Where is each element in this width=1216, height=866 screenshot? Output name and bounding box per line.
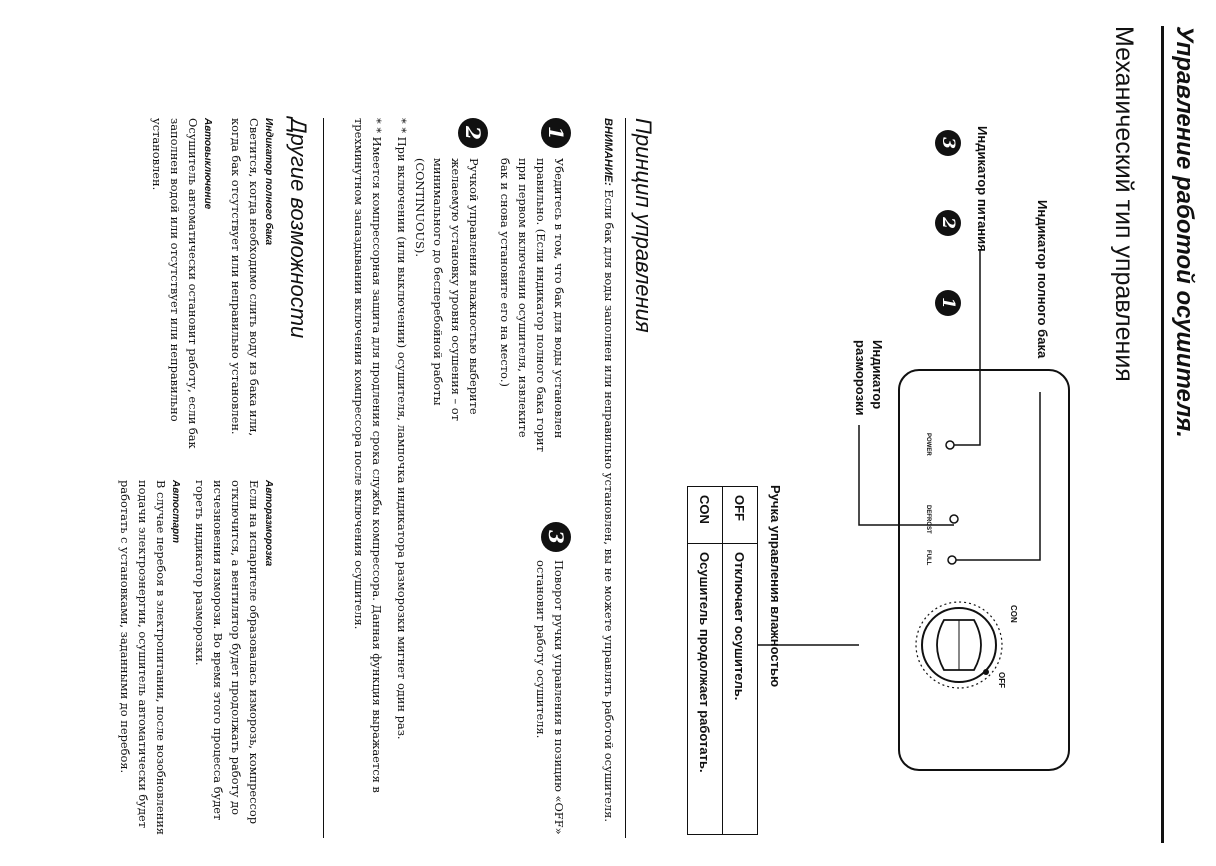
leader-power xyxy=(954,250,980,445)
knob-mode-table xyxy=(687,486,758,835)
knob-con-label: CON xyxy=(1009,605,1018,623)
note-defrost-blink: * * При включении (или выключении) осушителя, лампочка индикатора разморозки мигнет один раз. xyxy=(395,118,409,740)
operation-warning xyxy=(599,118,618,838)
note-compressor-protection: * * Имеется компрессорная защита для продления срока службы компрессора. Данная функция выражается в трехминутном запаздывании включения компрессора после включения осушителя. xyxy=(352,118,384,793)
leader-full-tank xyxy=(956,392,1040,560)
table-cell-mode: CON xyxy=(688,487,723,544)
panel-defrost-label: DEFROST xyxy=(925,505,931,534)
defrost-indicator-lamp xyxy=(950,515,958,523)
feature-auto-defrost xyxy=(191,480,274,835)
feature-text: В случае перебоя в электропитании, после возобновления подачи электроэнергии, осушитель автоматически будет работать с установками, заданными до перебоя. xyxy=(118,480,168,835)
features-heading: Другие возможности xyxy=(286,118,311,339)
features-rule xyxy=(323,118,324,838)
panel-full-label: FULL xyxy=(925,550,931,566)
step-2-text: Ручкой управления влажностью выберите желаемую установку уровня осушения – от минимального до бесперебойной работы (CONTINUOUS). xyxy=(413,158,481,421)
marker-3: 3 xyxy=(935,130,961,156)
step-1-marker: 1 xyxy=(541,118,571,148)
humidity-knob xyxy=(916,602,1002,688)
page-title: Управление работой осушителя. xyxy=(1171,26,1198,438)
table-cell-desc: Осушитель продолжает работать. xyxy=(688,544,723,835)
feature-text: Осушитель автоматически остановит работу, если бак заполнен водой или отсутствует или неправильно установлен. xyxy=(150,118,200,449)
knob-heading: Ручка управления влажностью xyxy=(768,485,783,688)
warning-label: ВНИМАНИЕ: xyxy=(602,118,614,186)
control-panel-outline xyxy=(899,370,1069,770)
feature-title: Автовыключение xyxy=(202,118,213,210)
feature-full-tank xyxy=(227,118,274,458)
feature-title: Индикатор полного бака xyxy=(263,118,274,246)
table-row xyxy=(723,487,758,835)
operation-rule xyxy=(625,118,626,838)
step-2-marker: 2 xyxy=(458,118,488,148)
operation-heading: Принцип управления xyxy=(631,118,656,333)
control-panel-diagram xyxy=(516,0,1216,866)
feature-auto-start xyxy=(116,480,181,835)
step-3-text: Поворот ручки управления в позицию «OFF» остановит работу осушителя. xyxy=(534,560,566,835)
marker-2: 2 xyxy=(935,210,961,236)
step-3-marker: 3 xyxy=(541,522,571,552)
feature-title: Авторазморозка xyxy=(263,480,274,567)
feature-title: Автостарт xyxy=(170,480,181,544)
step-1-text: Убедитесь в том, что бак для воды установлен правильно. (Если индикатор полного бака горит при первом включении осушителя, извлеките бак и снова установите его на место.) xyxy=(498,158,566,452)
warning-text: Если бак для воды заполнен или неправильно установлен, вы не можете управлять работой осушителя. xyxy=(602,189,616,822)
table-cell-mode: OFF xyxy=(723,487,758,544)
label-defrost: Индикатор разморозки xyxy=(853,340,885,416)
feature-text: Светится, когда необходимо слить воду из бака или, когда бак отсутствует или неправильно установлен. xyxy=(229,118,261,437)
full-indicator-lamp xyxy=(948,556,956,564)
table-cell-desc: Отключает осушитель. xyxy=(723,544,758,835)
feature-auto-off xyxy=(148,118,213,458)
panel-power-label: POWER xyxy=(925,433,931,456)
table-row xyxy=(688,487,723,835)
leader-defrost xyxy=(859,425,954,525)
knob-off-label: OFF xyxy=(997,672,1006,688)
label-power: Индикатор питания xyxy=(975,126,990,252)
power-indicator-lamp xyxy=(946,441,954,449)
page-subtitle: Механический тип управления xyxy=(1110,26,1138,382)
feature-text: Если на испарителе образовалась изморозь, компрессор отключится, а вентилятор будет продолжать работу до исчезновения изморози. Во время этого процесса будет гореть индикатор разморозки. xyxy=(193,480,261,825)
label-full-tank: Индикатор полного бака xyxy=(1035,200,1050,359)
marker-1: 1 xyxy=(935,290,961,316)
